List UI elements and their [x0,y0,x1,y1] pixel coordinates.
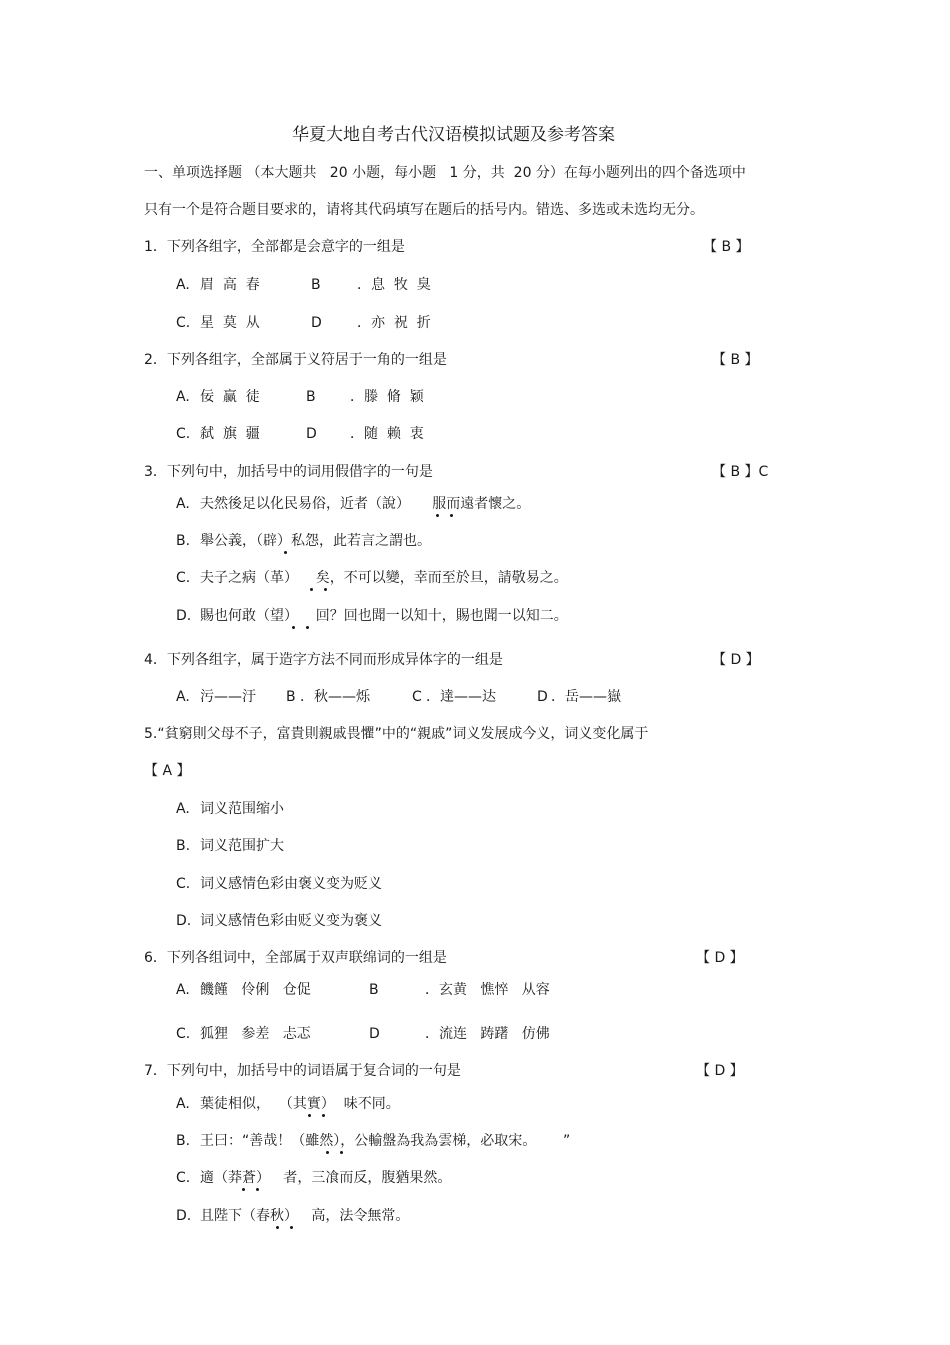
emphasis-dot [306,626,309,629]
emphasis-dot [292,626,295,629]
q2-option-c-text: 弑 旗 疆 [200,426,260,442]
question-4-stem: 4．下列各组字，属于造字方法不同而形成异体字的一组是 [144,652,503,668]
emphasis-dot [450,514,453,517]
q3-option-a-text: 夫然後足以化民易俗，近者（說） 服而遠者懷之。 [200,496,531,512]
q1-option-c-text: 星 莫 从 [200,315,260,331]
q5-option-b-text: 词义范围扩大 [200,838,284,854]
page-title: 华夏大地自考古代汉语模拟试题及参考答案 [292,125,615,145]
question-7-answer: 【 D 】 [696,1063,744,1079]
q3-option-a-label: A. [176,496,190,512]
question-5-stem: 5.“貧窮則父母不子，富貴則親戚畏懼”中的“親戚”词义发展成今义，词义变化属于 [144,726,649,742]
emphasis-dot [256,1188,259,1191]
q4-option-d-text: ．岳——嶽 [551,689,621,705]
emphasis-dot [324,588,327,591]
emphasis-dot [340,1151,343,1154]
q1-option-a-label: A. [176,277,190,293]
emphasis-dot [436,514,439,517]
question-3-stem: 3．下列句中，加括号中的词用假借字的一句是 [144,464,433,480]
q3-option-b-label: B. [176,533,191,549]
q1-option-c-label: C. [176,315,191,331]
emphasis-dot [322,1114,325,1117]
q4-option-a-label: A. [176,689,190,705]
q7-option-c-text: 適（莽蒼） 者，三飡而反，腹猶果然。 [200,1170,452,1186]
q3-option-d-label: D. [176,608,192,624]
question-1-stem: 1．下列各组字，全部都是会意字的一组是 [144,239,405,255]
question-6-answer: 【 D 】 [696,950,744,966]
question-7-stem: 7．下列句中，加括号中的词语属于复合词的一句是 [144,1063,461,1079]
q5-option-d-text: 词义感情色彩由贬义变为褒义 [200,913,382,929]
section-intro-line-1: 一、单项选择题 （本大题共 20 小题，每小题 1 分，共 20 分）在每小题列出的四个备选项中 [144,165,746,181]
question-1-answer: 【 B 】 [703,239,750,255]
q5-option-d-label: D. [176,913,192,929]
question-3-answer: 【 B 】C [712,464,769,480]
q5-option-b-label: B. [176,838,191,854]
q6-option-d-text: ．流连 踌躇 仿佛 [425,1026,550,1042]
emphasis-dot [276,1226,279,1229]
q2-option-a-text: 佞 赢 徒 [200,389,260,405]
q3-option-c-label: C. [176,570,191,586]
q7-option-b-text: 王曰：“善哉！（雖然），公輸盤為我為雲梯，必取宋。 ” [200,1133,571,1149]
q4-option-d-label: D [537,689,548,705]
q2-option-a-label: A. [176,389,190,405]
emphasis-dot [308,1114,311,1117]
q1-option-b-label: B [311,277,321,293]
q2-option-d-text: ．随 赖 衷 [350,426,424,442]
section-intro-line-2: 只有一个是符合题目要求的，请将其代码填写在题后的括号内。错选、多选或未选均无分。 [144,202,704,218]
q7-option-a-label: A. [176,1096,190,1112]
q6-option-c-label: C. [176,1026,191,1042]
q1-option-d-text: ．亦 祝 折 [357,315,431,331]
question-2-answer: 【 B 】 [712,352,759,368]
q5-option-a-label: A. [176,801,190,817]
q7-option-a-text: 葉徒相似， （其實） 味不同。 [200,1096,400,1112]
question-4-answer: 【 D 】 [712,652,760,668]
emphasis-dot [290,1226,293,1229]
q2-option-b-text: ．滕 脩 颖 [350,389,424,405]
q7-option-b-label: B. [176,1133,191,1149]
q7-option-d-text: 且陛下（春秋） 高，法令無常。 [200,1208,410,1224]
q5-option-c-label: C. [176,876,191,892]
q3-option-c-text: 夫子之病（革） 矣，不可以變，幸而至於旦，請敬易之。 [200,570,568,586]
q4-option-c-text: ．達——达 [426,689,496,705]
q4-option-a-text: 污——汙 [200,689,256,705]
q2-option-d-label: D [306,426,317,442]
q1-option-d-label: D [311,315,322,331]
q1-option-b-text: ．息 牧 臭 [357,277,431,293]
q7-option-d-label: D. [176,1208,192,1224]
q6-option-b-text: ．玄黄 憔悴 从容 [425,982,550,998]
q2-option-c-label: C. [176,426,191,442]
q5-option-c-text: 词义感情色彩由褒义变为贬义 [200,876,382,892]
emphasis-dot [242,1188,245,1191]
q6-option-c-text: 狐狸 参差 忐忑 [200,1026,311,1042]
q3-option-d-text: 賜也何敢（望） 回？回也聞一以知十，賜也聞一以知二。 [200,608,568,624]
emphasis-dot [310,588,313,591]
question-5-answer: 【 A 】 [144,763,191,779]
q6-option-b-label: B [369,982,379,998]
q6-option-a-text: 饑饉 伶俐 仓促 [200,982,311,998]
q4-option-b-text: ．秋——烁 [300,689,370,705]
q7-option-c-label: C. [176,1170,191,1186]
q1-option-a-text: 眉 高 春 [200,277,260,293]
emphasis-dot [284,551,287,554]
emphasis-dot [326,1151,329,1154]
q2-option-b-label: B [306,389,316,405]
question-6-stem: 6．下列各组词中，全部属于双声联绵词的一组是 [144,950,447,966]
q5-option-a-text: 词义范围缩小 [200,801,284,817]
q4-option-c-label: C [412,689,422,705]
q6-option-a-label: A. [176,982,190,998]
q4-option-b-label: B [286,689,296,705]
q6-option-d-label: D [369,1026,380,1042]
question-2-stem: 2．下列各组字，全部属于义符居于一角的一组是 [144,352,447,368]
q3-option-b-text: 舉公義，（辟）私怨，此若言之謂也。 [200,533,431,549]
